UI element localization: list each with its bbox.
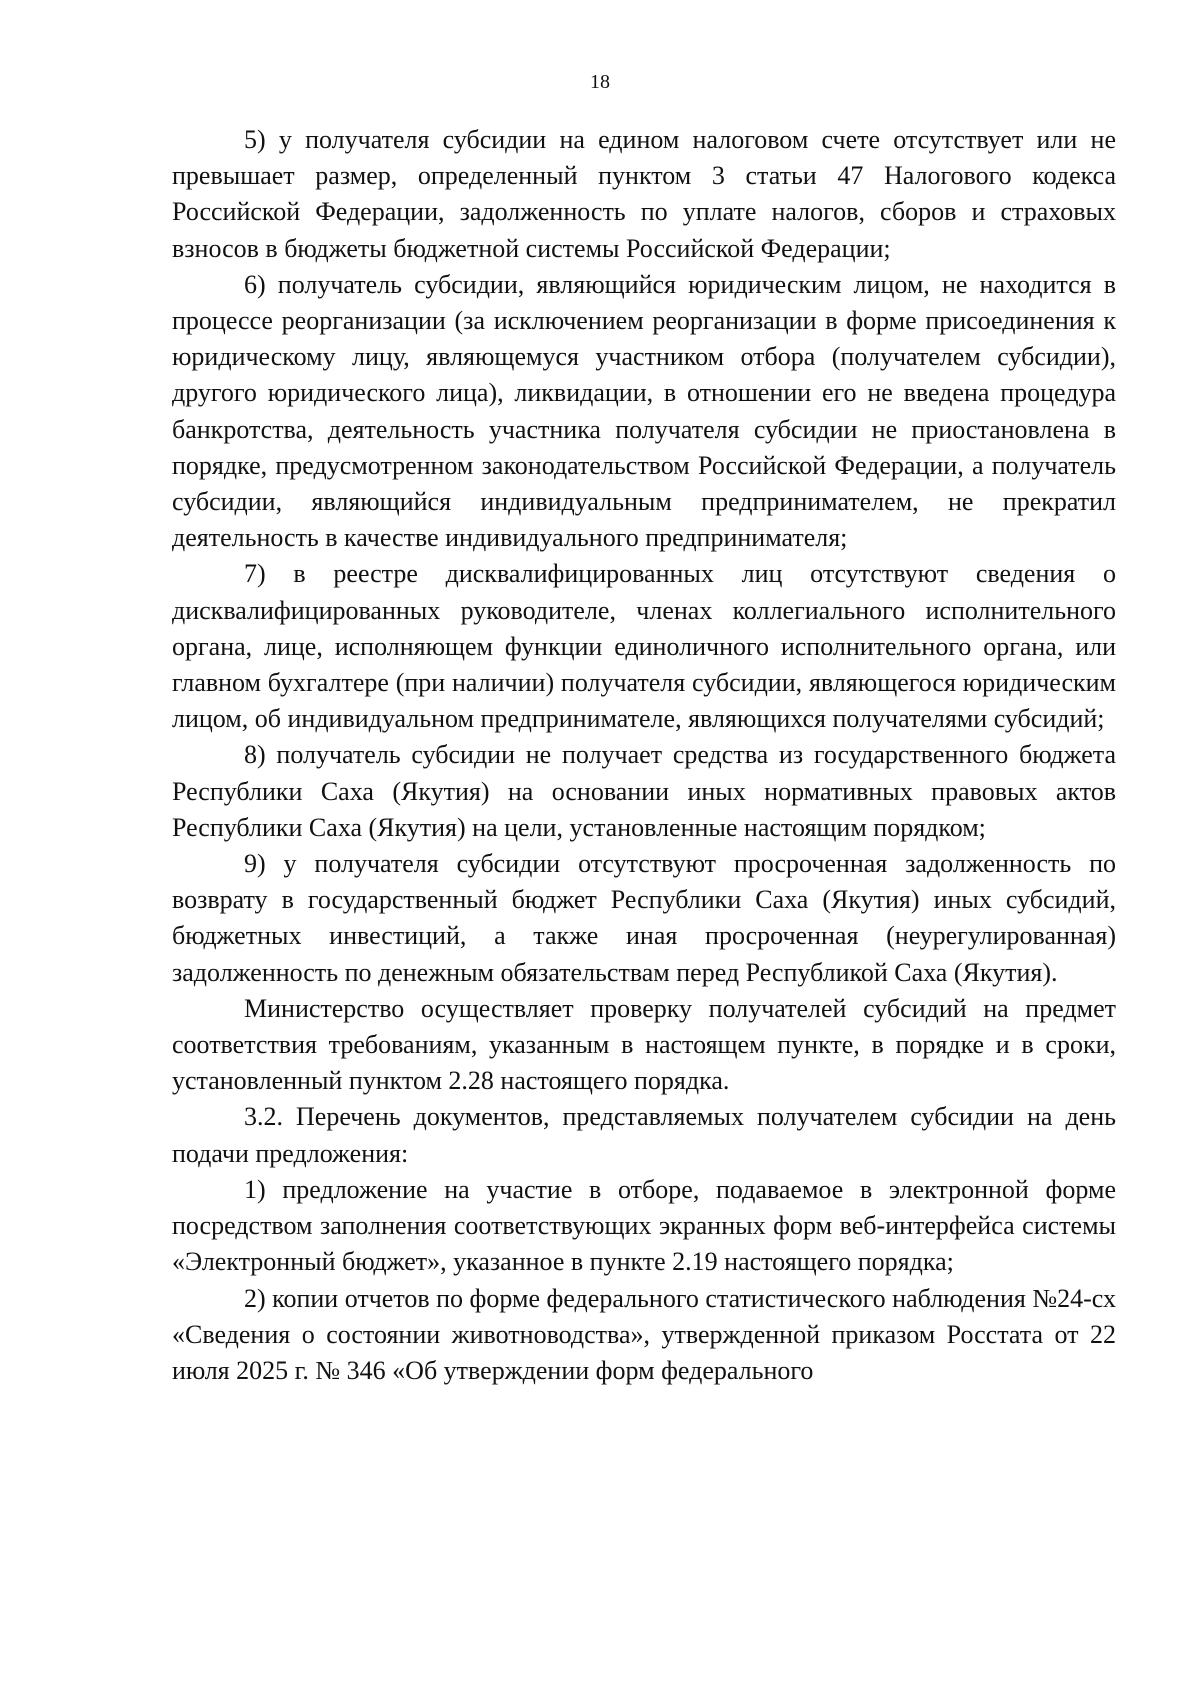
- paragraph-item-9: 9) у получателя субсидии отсутствуют просроченная задолженность по возврату в государственный бюджет Республики Саха (Якутия) иных субсидий, бюджетных инвестиций, а также иная просроченная (неурегулированная) задолженность по денежным обязательствам перед Республикой Саха (Якутия).: [172, 849, 1116, 987]
- paragraph-item-5: 5) у получателя субсидии на едином налоговом счете отсутствует или не превышает размер, определенный пунктом 3 статьи 47 Налогового кодекса Российской Федерации, задолженность по уплате налогов, сборов и страховых взносов в бюджеты бюджетной системы Российской Федерации;: [172, 125, 1116, 263]
- paragraph-section-3-2: 3.2. Перечень документов, представляемых получателем субсидии на день подачи предложения:: [172, 1102, 1116, 1168]
- paragraph-item-8: 8) получатель субсидии не получает средства из государственного бюджета Республики Саха (Якутия) на основании иных нормативных правовых актов Республики Саха (Якутия) на цели, установленные настоящим порядком;: [172, 740, 1116, 842]
- paragraph-item-7: 7) в реестре дисквалифицированных лиц отсутствуют сведения о дисквалифицированных руководителе, членах коллегиального исполнительного органа, лице, исполняющем функции единоличного исполнительного органа, или главном бухгалтере (при наличии) получателя субсидии, являющегося юридическим лицом, об индивидуальном предпринимателе, являющихся получателями субсидий;: [172, 559, 1116, 734]
- paragraph-doc-item-1: 1) предложение на участие в отборе, подаваемое в электронной форме посредством заполнения соответствующих экранных форм веб-интерфейса системы «Электронный бюджет», указанное в пункте 2.19 настоящего порядка;: [172, 1174, 1116, 1277]
- paragraph-ministry-check: Министерство осуществляет проверку получателей субсидий на предмет соответствия требованиям, указанным в настоящем пункте, в порядке и в сроки, установленный пунктом 2.28 настоящего порядка.: [172, 993, 1116, 1096]
- document-body: [172, 122, 1116, 1389]
- paragraph-item-6: 6) получатель субсидии, являющийся юридическим лицом, не находится в процессе реорганизации (за исключением реорганизации в форме присоединения к юридическому лицу, являющемуся участником отбора (получателем субсидии), другого юридического лица), ликвидации, в отношении его не введена процедура банкротства, деятельность участника получателя субсидии не приостановлена в порядке, предусмотренном законодательством Российской Федерации, а получатель субсидии, являющийся индивидуальным предпринимателем, не прекратил деятельность в качестве индивидуального предпринимателя;: [172, 269, 1116, 553]
- paragraph-doc-item-2: 2) копии отчетов по форме федерального статистического наблюдения №24-сх «Сведения о состоянии животноводства», утвержденной приказом Росстата от 22 июля 2025 г. № 346 «Об утверждении форм федерального: [172, 1283, 1116, 1385]
- page-number: 18: [590, 71, 610, 93]
